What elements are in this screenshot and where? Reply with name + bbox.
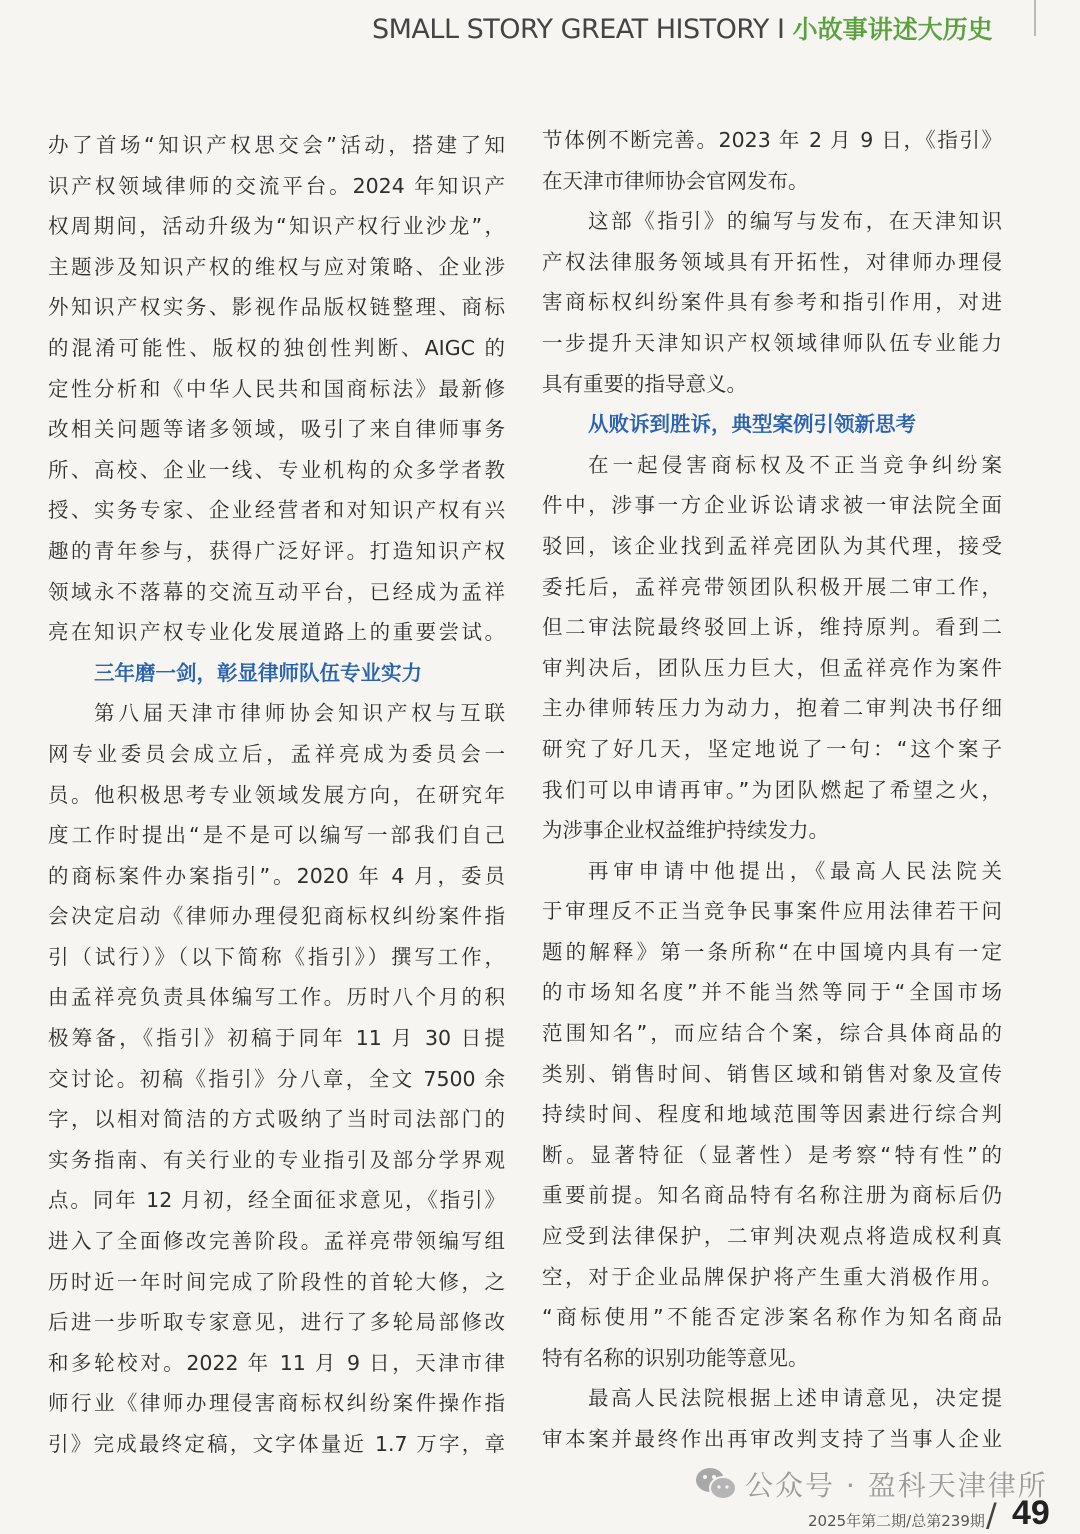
text-line: 的市场知名度”并不能当然等同于“全国市场: [542, 980, 1002, 1005]
text-line: 的混淆可能性、版权的独创性判断、AIGC 的: [48, 335, 505, 360]
issue-info: 2025年第二期/总第239期: [808, 1512, 985, 1530]
text-line: 亮在知识产权专业化发展道路上的重要尝试。: [48, 620, 505, 645]
text-line: 定性分析和《中华人民共和国商标法》最新修: [48, 376, 505, 401]
text-line: 领域永不落幕的交流互动平台，已经成为孟祥: [48, 579, 505, 604]
text-line: 这部《指引》的编写与发布，在天津知识: [588, 209, 1002, 234]
page-number: 49: [1012, 1494, 1050, 1532]
text-line: “商标使用”不能否定涉案名称作为知名商品: [542, 1305, 1002, 1330]
text-line: 师行业《律师办理侵害商标权纠纷案件操作指: [48, 1391, 505, 1416]
running-header: [372, 10, 993, 46]
text-line: 类别、销售时间、销售区域和销售对象及宣传: [542, 1061, 1002, 1086]
header-divider: [1034, 0, 1036, 36]
text-line: 委托后，孟祥亮带领团队积极开展二审工作，: [542, 574, 1002, 599]
header-chinese: 小故事讲述大历史: [792, 15, 993, 44]
text-line: 实务指南、有关行业的专业指引及部分学界观: [48, 1147, 505, 1172]
text-line: 审判决后，团队压力巨大，但孟祥亮作为案件: [542, 655, 1002, 680]
header-english: SMALL STORY GREAT HISTORY I: [372, 14, 793, 45]
text-line: 识产权领域律师的交流平台。2024 年知识产: [48, 173, 505, 198]
text-line: 权周期间，活动升级为“知识产权行业沙龙”，: [48, 214, 505, 239]
text-line: 和多轮校对。2022 年 11 月 9 日，天津市律: [48, 1350, 505, 1375]
text-line: 所、高校、企业一线、专业机构的众多学者教: [48, 457, 505, 482]
text-line: 重要前提。知名商品特有名称注册为商标后仍: [542, 1183, 1002, 1208]
text-line: 特有名称的识别功能等意见。: [542, 1345, 809, 1370]
text-line: 研究了好几天，坚定地说了一句：“这个案子: [542, 736, 1002, 761]
text-line: 产权法律服务领域具有开拓性，对律师办理侵: [542, 249, 1002, 274]
text-line: 办了首场“知识产权思交会”活动，搭建了知: [48, 133, 505, 157]
left-column: [48, 125, 505, 1465]
text-line: 主办律师转压力为动力，抱着二审判决书仔细: [542, 696, 1002, 721]
text-line: 交讨论。初稿《指引》分八章，全文 7500 余: [48, 1066, 505, 1091]
wechat-icon: [695, 1467, 737, 1501]
text-line: 应受到法律保护，二审判决观点将造成权利真: [542, 1224, 1002, 1249]
text-line: 为涉事企业权益维护持续发力。: [542, 818, 829, 843]
text-line: 员。他积极思考专业领域发展方向，在研究年: [48, 782, 505, 807]
text-line: 引》完成最终定稿，文字体量近 1.7 万字，章: [48, 1432, 505, 1456]
text-line: 最高人民法院根据上述申请意见，决定提: [588, 1386, 1002, 1411]
section-heading: 从败诉到胜诉，典型案例引领新思考: [588, 412, 916, 437]
text-line: 后进一步听取专家意见，进行了多轮局部修改: [48, 1310, 505, 1335]
text-line: 在天津市律师协会官网发布。: [542, 168, 809, 193]
text-line: 度工作时提出“是不是可以编写一部我们自己: [48, 823, 505, 848]
text-line: 件中，涉事一方企业诉讼请求被一审法院全面: [542, 493, 1002, 518]
text-line: 具有重要的指导意义。: [542, 371, 747, 396]
text-line: 外知识产权实务、影视作品版权链整理、商标: [48, 295, 505, 320]
text-line: 字，以相对简洁的方式吸纳了当时司法部门的: [48, 1107, 505, 1132]
text-line: 的商标案件办案指引”。2020 年 4 月，委员: [48, 863, 505, 888]
text-line: 空，对于企业品牌保护将产生重大消极作用。: [542, 1264, 1002, 1289]
text-line: 授、实务专家、企业经营者和对知识产权有兴: [48, 498, 505, 523]
text-line: 范围知名”，而应结合个案，综合具体商品的: [542, 1021, 1002, 1046]
section-heading: 三年磨一剑，彰显律师队伍专业实力: [94, 660, 422, 685]
text-line: 极筹备，《指引》初稿于同年 11 月 30 日提: [48, 1026, 505, 1051]
right-column: [542, 120, 1002, 1460]
text-line: 于审理反不正当竞争民事案件应用法律若干问: [542, 899, 1002, 924]
watermark-text: 公众号 · 盈科天津律所: [745, 1469, 1048, 1502]
text-line: 主题涉及知识产权的维权与应对策略、企业涉: [48, 254, 505, 279]
text-line: 害商标权纠纷案件具有参考和指引作用，对进: [542, 290, 1002, 315]
text-line: 一步提升天津知识产权领域律师队伍专业能力: [542, 330, 1002, 355]
text-line: 点。同年 12 月初，经全面征求意见，《指引》: [48, 1188, 505, 1213]
text-line: 进入了全面修改完善阶段。孟祥亮带领编写组: [48, 1229, 505, 1254]
footer-slash: /: [986, 1496, 997, 1534]
text-line: 持续时间、程度和地域范围等因素进行综合判: [542, 1102, 1002, 1127]
text-line: 趣的青年参与，获得广泛好评。打造知识产权: [48, 538, 505, 563]
text-line: 会决定启动《律师办理侵犯商标权纠纷案件指: [48, 904, 505, 929]
text-line: 在一起侵害商标权及不正当竞争纠纷案: [588, 452, 1002, 477]
text-line: 我们可以申请再审。”为团队燃起了希望之火，: [542, 777, 1002, 802]
text-line: 第八届天津市律师协会知识产权与互联: [94, 701, 505, 726]
text-line: 引（试行）》（以下简称《指引》）撰写工作，: [48, 944, 505, 969]
text-line: 历时近一年时间完成了阶段性的首轮大修，之: [48, 1269, 505, 1294]
text-line: 再审申请中他提出，《最高人民法院关: [588, 858, 1002, 883]
text-line: 但二审法院最终驳回上诉，维持原判。看到二: [542, 615, 1002, 640]
text-line: 断。显著特征（显著性）是考察“特有性”的: [542, 1142, 1002, 1167]
text-line: 题的解释》第一条所称“在中国境内具有一定: [542, 939, 1002, 964]
text-line: 驳回，该企业找到孟祥亮团队为其代理，接受: [542, 533, 1002, 558]
text-line: 网专业委员会成立后，孟祥亮成为委员会一: [48, 741, 505, 766]
text-line: 改相关问题等诸多领域，吸引了来自律师事务: [48, 417, 505, 442]
text-line: 由孟祥亮负责具体编写工作。历时八个月的积: [48, 985, 505, 1010]
text-line: 审本案并最终作出再审改判支持了当事人企业: [542, 1427, 1002, 1451]
text-line: 节体例不断完善。2023 年 2 月 9 日，《指引》: [542, 128, 1002, 152]
